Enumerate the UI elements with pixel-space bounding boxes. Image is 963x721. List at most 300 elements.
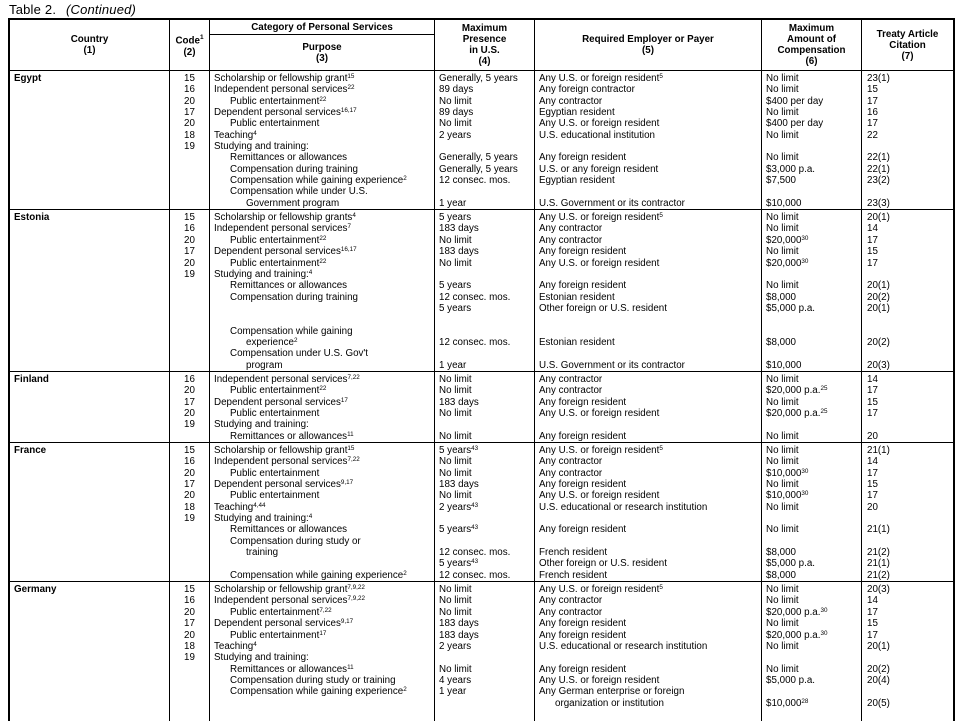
cell-text: 183 days: [439, 618, 479, 630]
purpose-cell: [210, 175, 434, 186]
citation-cell: 14: [867, 595, 878, 607]
code-cell: 16: [184, 456, 195, 468]
code-cell: 18: [184, 640, 195, 652]
col-country: [10, 71, 170, 209]
compensation-cell: [762, 73, 861, 84]
cell-text: Public entertainment: [230, 385, 320, 397]
employer-cell: [535, 314, 761, 325]
cell-text: Any foreign resident: [539, 152, 627, 164]
cell-text: Any foreign resident: [539, 524, 627, 536]
code-cell: [170, 431, 209, 442]
cell-text: training: [246, 547, 279, 559]
country-section-finland: [10, 371, 953, 442]
employer-cell: [535, 686, 761, 697]
col-country: [10, 582, 170, 721]
footnote-sup: 4: [308, 268, 313, 276]
code-cell: 17: [184, 246, 195, 258]
employer-cell: [535, 570, 761, 581]
citation-cell: 14: [867, 373, 878, 385]
purpose-cell: [210, 258, 434, 269]
cell-text: No limit: [439, 606, 472, 618]
presence-cell: [435, 630, 534, 641]
cell-text: No limit: [766, 396, 799, 408]
cell-text: No limit: [766, 280, 799, 292]
compensation-cell: [762, 445, 861, 456]
purpose-cell: [210, 468, 434, 479]
cell-text: Any U.S. or foreign resident: [539, 212, 660, 224]
code-cell: 19: [184, 652, 195, 664]
code-cell: 19: [184, 419, 195, 431]
citation-cell: [862, 348, 953, 359]
col-presence: [435, 582, 535, 721]
compensation-cell: [762, 246, 861, 257]
purpose-cell: [210, 536, 434, 547]
presence-cell: [435, 303, 534, 314]
compensation-cell: [762, 198, 861, 209]
purpose-cell: [210, 502, 434, 513]
presence-cell: [435, 326, 534, 337]
employer-cell: [535, 490, 761, 501]
cell-text: No limit: [439, 234, 472, 246]
compensation-cell: [762, 337, 861, 348]
cell-text: Any contractor: [539, 595, 603, 607]
code-cell: 17: [184, 396, 195, 408]
code-cell: [170, 175, 209, 186]
presence-cell: [435, 513, 534, 524]
employer-cell: [535, 223, 761, 234]
cell-text: $400 per day: [766, 95, 824, 107]
cell-text: No limit: [766, 73, 799, 84]
footnote-sup: 16,17: [340, 246, 357, 254]
cell-text: organization or institution: [555, 697, 664, 709]
cell-text: French resident: [539, 547, 608, 559]
col-employer: [535, 71, 762, 209]
cell-text: $8,000: [766, 291, 796, 303]
cell-text: 1 year: [439, 197, 467, 209]
cell-text: 12 consec. mos.: [439, 175, 511, 187]
employer-cell: [535, 630, 761, 641]
compensation-cell: [762, 664, 861, 675]
citation-cell: 22(1): [867, 163, 890, 175]
presence-cell: [435, 152, 534, 163]
cell-text: Studying and training:: [214, 652, 309, 664]
col-country: [10, 372, 170, 442]
cell-text: No limit: [439, 257, 472, 269]
cell-text: $7,500: [766, 175, 796, 187]
compensation-cell: [762, 235, 861, 246]
presence-cell: [435, 652, 534, 663]
citation-cell: 17: [867, 118, 878, 130]
employer-cell: [535, 186, 761, 197]
cell-text: 12 consec. mos.: [439, 336, 511, 348]
employer-cell: [535, 303, 761, 314]
col-cite: [862, 71, 953, 209]
citation-cell: 20(1): [867, 640, 890, 652]
footnote-sup: 16,17: [340, 107, 357, 115]
cell-text: U.S. educational or research institution: [539, 640, 708, 652]
header-max-presence: Maximum Presence in U.S. (4): [435, 20, 535, 70]
col-employer: [535, 372, 762, 442]
compensation-cell: [762, 96, 861, 107]
citation-cell: 15: [867, 246, 878, 258]
citation-cell: 23(3): [867, 197, 890, 209]
citation-cell: 20(5): [867, 697, 890, 709]
code-cell: 19: [184, 268, 195, 280]
cell-text: Independent personal services: [214, 595, 348, 607]
presence-cell: [435, 246, 534, 257]
cell-text: 183 days: [439, 479, 479, 491]
col-presence: [435, 372, 535, 442]
employer-cell: [535, 652, 761, 663]
compensation-cell: [762, 130, 861, 141]
presence-cell: [435, 419, 534, 430]
employer-cell: [535, 479, 761, 490]
compensation-cell: [762, 607, 861, 618]
cell-text: U.S. educational institution: [539, 129, 655, 141]
table-header: [10, 20, 953, 70]
cell-text: No limit: [766, 640, 799, 652]
citation-cell: 20: [867, 501, 878, 513]
footnote-sup: 15: [347, 445, 355, 452]
cell-text: $10,000: [766, 197, 802, 209]
treaty-table: [8, 18, 955, 721]
col-cite: [862, 443, 953, 581]
footnote-sup: 17: [340, 396, 348, 404]
code-cell: 18: [184, 501, 195, 513]
citation-cell: 20: [867, 430, 878, 442]
cell-text: $20,000 p.a.: [766, 629, 821, 641]
compensation-cell: [762, 536, 861, 547]
presence-cell: [435, 445, 534, 456]
purpose-cell: [210, 186, 434, 197]
presence-cell: [435, 258, 534, 269]
cell-text: Remittances or allowances: [230, 280, 348, 292]
compensation-cell: [762, 223, 861, 234]
cell-text: Public entertainment: [230, 257, 320, 269]
cell-text: No limit: [439, 584, 472, 596]
purpose-cell: [210, 698, 434, 709]
col-purpose: [210, 71, 435, 209]
col-code: [170, 372, 210, 442]
col-country: [10, 443, 170, 581]
employer-cell: [535, 292, 761, 303]
cell-text: Compensation while gaining experience: [230, 686, 404, 698]
compensation-cell: [762, 280, 861, 291]
citation-cell: 20(3): [867, 359, 890, 371]
code-cell: 20: [184, 629, 195, 641]
purpose-cell: [210, 152, 434, 163]
header-category-title: Category of Personal Services: [210, 20, 434, 35]
cell-text: No limit: [766, 479, 799, 491]
col-cite: [862, 582, 953, 721]
cell-text: No limit: [766, 618, 799, 630]
citation-cell: 20(2): [867, 336, 890, 348]
cell-text: Compensation while under U.S.: [230, 186, 368, 198]
cell-text: Public entertainment: [230, 629, 320, 641]
footnote-sup: 17: [319, 629, 327, 637]
purpose-cell: [210, 326, 434, 337]
cell-text: 5 years: [439, 524, 472, 536]
code-cell: 15: [184, 212, 195, 224]
code-cell: 16: [184, 373, 195, 385]
code-cell: 20: [184, 467, 195, 479]
presence-cell: [435, 490, 534, 501]
footnote-sup: 7,22: [319, 606, 332, 614]
cell-text: Any U.S. or foreign resident: [539, 674, 660, 686]
cell-text: 2 years: [439, 640, 472, 652]
code-cell: [170, 524, 209, 535]
footnote-sup: 9,17: [340, 618, 354, 626]
purpose-cell: [210, 337, 434, 348]
presence-cell: [435, 84, 534, 95]
cell-text: No limit: [766, 430, 799, 442]
col-code: [170, 71, 210, 209]
purpose-cell: [210, 348, 434, 359]
cell-text: Dependent personal services: [214, 396, 341, 408]
compensation-cell: [762, 513, 861, 524]
col-employer: [535, 443, 762, 581]
presence-cell: [435, 698, 534, 709]
cell-text: Any foreign resident: [539, 430, 627, 442]
cell-text: No limit: [766, 152, 799, 164]
cell-text: $20,000 p.a.: [766, 385, 821, 397]
presence-cell: [435, 360, 534, 371]
citation-cell: 17: [867, 629, 878, 641]
code-cell: [170, 326, 209, 337]
employer-cell: [535, 641, 761, 652]
col-employer: [535, 210, 762, 371]
footnote-sup: 43: [471, 501, 479, 509]
col-purpose: [210, 372, 435, 442]
compensation-cell: [762, 374, 861, 385]
employer-cell: [535, 445, 761, 456]
compensation-cell: [762, 547, 861, 558]
code-cell: 16: [184, 223, 195, 235]
col-comp: [762, 443, 862, 581]
employer-cell: [535, 348, 761, 359]
purpose-cell: [210, 431, 434, 442]
cell-text: No limit: [439, 595, 472, 607]
cell-text: Other foreign or U.S. resident: [539, 558, 667, 570]
employer-cell: [535, 558, 761, 569]
citation-cell: [862, 686, 953, 697]
employer-cell: [535, 235, 761, 246]
compensation-cell: [762, 326, 861, 337]
cell-text: Dependent personal services: [214, 618, 341, 630]
col-code: [170, 443, 210, 581]
presence-cell: [435, 595, 534, 606]
presence-cell: [435, 570, 534, 581]
cell-text: Any foreign contractor: [539, 84, 635, 96]
cell-text: Any contractor: [539, 95, 603, 107]
presence-cell: [435, 456, 534, 467]
code-cell: [170, 280, 209, 291]
cell-text: Any U.S. or foreign resident: [539, 584, 660, 596]
compensation-cell: [762, 524, 861, 535]
compensation-cell: [762, 419, 861, 430]
cell-text: No limit: [766, 501, 799, 513]
citation-cell: 20(2): [867, 663, 890, 675]
cell-text: 4 years: [439, 674, 472, 686]
cell-text: $5,000 p.a.: [766, 558, 816, 570]
compensation-cell: [762, 698, 861, 709]
country-name: France: [14, 445, 47, 456]
footnote-sup: 15: [347, 73, 355, 80]
employer-cell: [535, 258, 761, 269]
table-title-continued: (Continued): [65, 2, 137, 17]
cell-text: Any German enterprise or foreign: [539, 686, 685, 698]
cell-text: Any U.S. or foreign resident: [539, 257, 660, 269]
compensation-cell: [762, 258, 861, 269]
cell-text: U.S. or any foreign resident: [539, 163, 659, 175]
col-comp: [762, 372, 862, 442]
code-cell: [170, 164, 209, 175]
cell-text: $400 per day: [766, 118, 824, 130]
code-cell: 20: [184, 490, 195, 502]
code-cell: 17: [184, 618, 195, 630]
code-cell: 18: [184, 129, 195, 141]
code-cell: 17: [184, 107, 195, 119]
presence-cell: [435, 547, 534, 558]
code-cell: 20: [184, 606, 195, 618]
citation-cell: 17: [867, 407, 878, 419]
cell-text: Any foreign resident: [539, 280, 627, 292]
cell-text: Dependent personal services: [214, 107, 341, 119]
purpose-cell: [210, 675, 434, 686]
purpose-cell: [210, 84, 434, 95]
cell-text: 12 consec. mos.: [439, 547, 511, 559]
footnote-sup: 5: [659, 584, 663, 592]
footnote-sup: 11: [347, 663, 354, 671]
purpose-cell: [210, 141, 434, 152]
cell-text: Any U.S. or foreign resident: [539, 445, 660, 456]
cell-text: Scholarship or fellowship grant: [214, 445, 348, 456]
cell-text: Any foreign resident: [539, 246, 627, 258]
purpose-cell: [210, 292, 434, 303]
citation-cell: 21(1): [867, 445, 890, 456]
presence-cell: [435, 408, 534, 419]
citation-cell: [862, 269, 953, 280]
presence-cell: [435, 198, 534, 209]
citation-cell: 22: [867, 129, 878, 141]
cell-text: Public entertainment: [230, 467, 320, 479]
cell-text: $5,000 p.a.: [766, 302, 816, 314]
code-cell: 19: [184, 513, 195, 525]
employer-cell: [535, 246, 761, 257]
employer-cell: [535, 664, 761, 675]
footnote-sup: 22: [319, 257, 327, 265]
purpose-cell: [210, 664, 434, 675]
compensation-cell: [762, 431, 861, 442]
cell-text: Independent personal services: [214, 373, 348, 385]
citation-cell: 20(3): [867, 584, 890, 596]
cell-text: Public entertainment: [230, 95, 320, 107]
citation-cell: [862, 314, 953, 325]
citation-cell: 20(1): [867, 280, 890, 292]
citation-cell: 20(1): [867, 212, 890, 224]
presence-cell: [435, 558, 534, 569]
citation-cell: 15: [867, 479, 878, 491]
cell-text: $3,000 p.a.: [766, 163, 816, 175]
cell-text: 12 consec. mos.: [439, 291, 511, 303]
compensation-cell: [762, 175, 861, 186]
country-name: Finland: [14, 373, 49, 385]
presence-cell: [435, 141, 534, 152]
code-cell: [170, 360, 209, 371]
employer-cell: [535, 524, 761, 535]
code-cell: 20: [184, 95, 195, 107]
citation-cell: 15: [867, 618, 878, 630]
cell-text: Any foreign resident: [539, 618, 627, 630]
col-comp: [762, 71, 862, 209]
cell-text: Public entertainment: [230, 234, 320, 246]
cell-text: 2 years: [439, 501, 472, 513]
code-cell: 20: [184, 234, 195, 246]
cell-text: 89 days: [439, 84, 474, 96]
table-title-main: Table 2.: [9, 2, 57, 17]
citation-cell: 15: [867, 84, 878, 96]
citation-cell: 17: [867, 606, 878, 618]
presence-cell: [435, 664, 534, 675]
footnote-sup: 22: [319, 95, 327, 103]
cell-text: Public entertainment: [230, 407, 320, 419]
cell-text: 12 consec. mos.: [439, 569, 511, 581]
col-employer: [535, 582, 762, 721]
citation-cell: 20(1): [867, 302, 890, 314]
code-cell: [170, 558, 209, 569]
citation-cell: [862, 513, 953, 524]
compensation-cell: [762, 118, 861, 129]
cell-text: No limit: [766, 373, 799, 385]
citation-cell: 17: [867, 490, 878, 502]
header-employer: Required Employer or Payer (5): [535, 20, 762, 70]
cell-text: Remittances or allowances: [230, 524, 348, 536]
code-cell: 15: [184, 445, 195, 456]
cell-text: U.S. Government or its contractor: [539, 197, 685, 209]
citation-cell: [862, 186, 953, 197]
purpose-cell: [210, 246, 434, 257]
compensation-cell: [762, 186, 861, 197]
cell-text: Scholarship or fellowship grant: [214, 584, 348, 596]
code-cell: 20: [184, 257, 195, 269]
employer-cell: [535, 107, 761, 118]
purpose-cell: [210, 652, 434, 663]
cell-text: Scholarship or fellowship grant: [214, 73, 348, 84]
cell-text: No limit: [439, 490, 472, 502]
header-max-compensation: Maximum Amount of Compensation (6): [762, 20, 862, 70]
purpose-cell: [210, 524, 434, 535]
footnote-sup: 7: [347, 223, 351, 231]
purpose-cell: [210, 419, 434, 430]
col-presence: [435, 210, 535, 371]
cell-text: Remittances or allowances: [230, 430, 348, 442]
cell-text: Estonian resident: [539, 291, 615, 303]
code-cell: [170, 698, 209, 709]
citation-cell: 20(2): [867, 291, 890, 303]
table-title: [9, 2, 136, 17]
employer-cell: [535, 419, 761, 430]
employer-cell: [535, 84, 761, 95]
citation-cell: 22(1): [867, 152, 890, 164]
cell-text: experience: [246, 336, 294, 348]
cell-text: Other foreign or U.S. resident: [539, 302, 667, 314]
citation-cell: 17: [867, 234, 878, 246]
employer-cell: [535, 198, 761, 209]
compensation-cell: [762, 164, 861, 175]
employer-cell: [535, 164, 761, 175]
cell-text: Compensation during study or: [230, 535, 361, 547]
footnote-sup: 7,22: [347, 373, 360, 381]
